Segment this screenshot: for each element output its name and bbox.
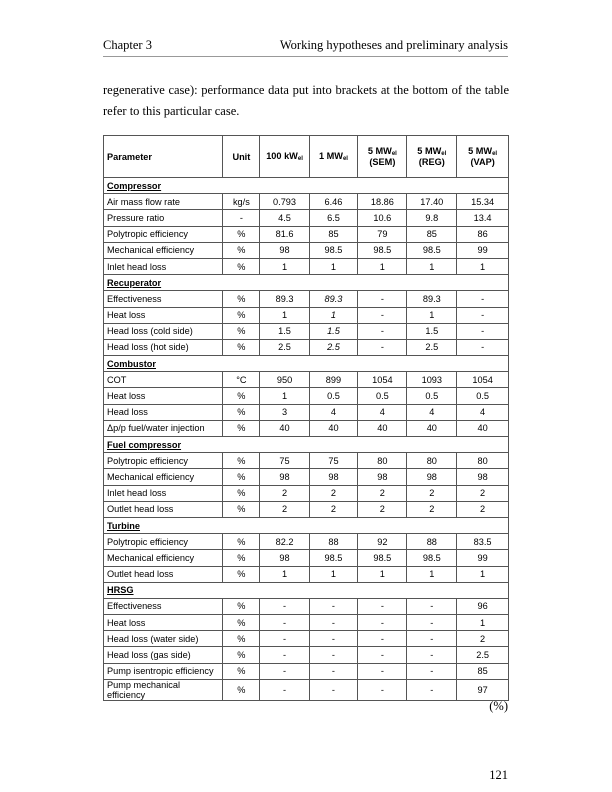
value-cell: 4 xyxy=(407,404,457,420)
value-cell: 4 xyxy=(358,404,407,420)
parameter-cell: Mechanical efficiency xyxy=(104,550,223,566)
value-cell: 81.6 xyxy=(260,226,309,242)
table-row xyxy=(104,242,509,258)
value-cell: 88 xyxy=(407,534,457,550)
table-row xyxy=(104,404,509,420)
value-cell: - xyxy=(358,663,407,679)
value-cell: - xyxy=(260,631,309,647)
unit-cell: % xyxy=(223,242,260,258)
unit-cell: % xyxy=(223,615,260,631)
table-row xyxy=(104,453,509,469)
value-cell: - xyxy=(309,647,358,663)
table-row xyxy=(104,469,509,485)
value-cell: 75 xyxy=(309,453,358,469)
value-cell: 86 xyxy=(457,226,509,242)
value-cell: 98 xyxy=(260,550,309,566)
value-cell: 80 xyxy=(407,453,457,469)
value-cell: 89.3 xyxy=(309,291,358,307)
value-cell: 0.5 xyxy=(309,388,358,404)
unit-cell: % xyxy=(223,485,260,501)
value-cell: 1 xyxy=(457,615,509,631)
parameter-cell: Outlet head loss xyxy=(104,501,223,517)
value-cell: 98.5 xyxy=(358,242,407,258)
unit-cell: % xyxy=(223,291,260,307)
value-cell: - xyxy=(407,615,457,631)
table-row xyxy=(104,226,509,242)
value-cell: 1 xyxy=(407,258,457,274)
table-row xyxy=(104,534,509,550)
value-cell: 98.5 xyxy=(407,550,457,566)
value-cell: 1054 xyxy=(358,372,407,388)
value-cell: 2.5 xyxy=(260,339,309,355)
value-cell: 1 xyxy=(358,566,407,582)
value-cell: - xyxy=(260,598,309,614)
table-row xyxy=(104,307,509,323)
unit-cell: °C xyxy=(223,372,260,388)
column-header-subscript: el xyxy=(441,151,447,157)
header-rule xyxy=(103,56,508,57)
value-cell: - xyxy=(309,663,358,679)
value-cell: 99 xyxy=(457,550,509,566)
section-title: Compressor xyxy=(104,178,509,194)
parameters-table xyxy=(103,135,509,701)
value-cell: 2.5 xyxy=(309,339,358,355)
table-row xyxy=(104,647,509,663)
parameter-cell: Mechanical efficiency xyxy=(104,469,223,485)
parameter-cell: Inlet head loss xyxy=(104,485,223,501)
value-cell: 1 xyxy=(309,307,358,323)
value-cell: 4 xyxy=(309,404,358,420)
column-header-subscript: el xyxy=(391,151,397,157)
table-row xyxy=(104,388,509,404)
section-title: Turbine xyxy=(104,517,509,533)
value-cell: 17.40 xyxy=(407,194,457,210)
value-cell: 80 xyxy=(358,453,407,469)
value-cell: 1.5 xyxy=(407,323,457,339)
value-cell: - xyxy=(309,679,358,700)
column-header-subscript: el xyxy=(297,156,303,162)
value-cell: 98 xyxy=(260,469,309,485)
value-cell: - xyxy=(457,339,509,355)
column-header xyxy=(309,136,358,178)
value-cell: - xyxy=(358,615,407,631)
value-cell: 899 xyxy=(309,372,358,388)
value-cell: - xyxy=(407,663,457,679)
value-cell: 83.5 xyxy=(457,534,509,550)
value-cell: 97 xyxy=(457,679,509,700)
value-cell: 1 xyxy=(407,566,457,582)
section-title: Fuel compressor xyxy=(104,437,509,453)
value-cell: 2 xyxy=(358,501,407,517)
value-cell: 1093 xyxy=(407,372,457,388)
value-cell: 4.5 xyxy=(260,210,309,226)
unit-cell: % xyxy=(223,647,260,663)
parameter-cell: Heat loss xyxy=(104,388,223,404)
value-cell: - xyxy=(457,291,509,307)
parameter-cell: Head loss (water side) xyxy=(104,631,223,647)
value-cell: 1 xyxy=(260,258,309,274)
value-cell: 2 xyxy=(260,485,309,501)
chapter-label: Chapter 3 xyxy=(103,38,152,52)
unit-cell: % xyxy=(223,598,260,614)
value-cell: - xyxy=(407,647,457,663)
table-row xyxy=(104,339,509,355)
section-row xyxy=(104,582,509,598)
value-cell: 1 xyxy=(260,388,309,404)
value-cell: 98 xyxy=(358,469,407,485)
value-cell: 98 xyxy=(457,469,509,485)
value-cell: 2.5 xyxy=(457,647,509,663)
value-cell: - xyxy=(358,679,407,700)
value-cell: 80 xyxy=(457,453,509,469)
value-cell: 1 xyxy=(457,258,509,274)
unit-cell: % xyxy=(223,388,260,404)
parameter-cell: Head loss xyxy=(104,404,223,420)
unit-cell: % xyxy=(223,404,260,420)
table-row xyxy=(104,598,509,614)
value-cell: 1054 xyxy=(457,372,509,388)
value-cell: 18.86 xyxy=(358,194,407,210)
parameter-cell: Heat loss xyxy=(104,307,223,323)
parameter-cell: COT xyxy=(104,372,223,388)
unit-cell: % xyxy=(223,226,260,242)
table-row xyxy=(104,258,509,274)
chapter-title: Working hypotheses and preliminary analysis xyxy=(279,38,508,52)
value-cell: 1 xyxy=(260,307,309,323)
unit-cell: % xyxy=(223,469,260,485)
value-cell: 1 xyxy=(457,566,509,582)
section-row xyxy=(104,275,509,291)
value-cell: 1 xyxy=(260,566,309,582)
section-row xyxy=(104,178,509,194)
table-row xyxy=(104,291,509,307)
value-cell: 40 xyxy=(358,420,407,436)
column-header-label: Parameter xyxy=(107,151,152,162)
parameter-cell: Outlet head loss xyxy=(104,566,223,582)
value-cell: - xyxy=(309,598,358,614)
section-row xyxy=(104,437,509,453)
value-cell: 15.34 xyxy=(457,194,509,210)
value-cell: 0.5 xyxy=(358,388,407,404)
value-cell: 75 xyxy=(260,453,309,469)
value-cell: 2.5 xyxy=(407,339,457,355)
value-cell: - xyxy=(358,647,407,663)
value-cell: - xyxy=(358,631,407,647)
value-cell: 1 xyxy=(358,258,407,274)
value-cell: - xyxy=(260,679,309,700)
value-cell: 2 xyxy=(407,485,457,501)
value-cell: - xyxy=(457,307,509,323)
value-cell: 2 xyxy=(309,501,358,517)
value-cell: 88 xyxy=(309,534,358,550)
unit-cell: - xyxy=(223,210,260,226)
section-title: Recuperator xyxy=(104,275,509,291)
unit-cell: % xyxy=(223,339,260,355)
value-cell: 98.5 xyxy=(309,242,358,258)
value-cell: - xyxy=(260,663,309,679)
table-row xyxy=(104,566,509,582)
value-cell: 82.2 xyxy=(260,534,309,550)
column-header-case: (VAP) xyxy=(470,157,495,167)
value-cell: 98 xyxy=(260,242,309,258)
column-header-label: 1 MW xyxy=(318,151,343,161)
body-paragraph: regenerative case): performance data put into brackets at the bottom of the table refer to this particular case. xyxy=(103,83,509,118)
parameter-cell: Effectiveness xyxy=(104,291,223,307)
section-title: HRSG xyxy=(104,582,509,598)
value-cell: 2 xyxy=(457,501,509,517)
column-header-subscript: el xyxy=(342,156,348,162)
value-cell: 1 xyxy=(309,566,358,582)
unit-cell: % xyxy=(223,323,260,339)
value-cell: 2 xyxy=(407,501,457,517)
table-row xyxy=(104,615,509,631)
parameter-cell: Inlet head loss xyxy=(104,258,223,274)
value-cell: 1 xyxy=(309,258,358,274)
column-header xyxy=(457,136,509,178)
table-row xyxy=(104,485,509,501)
value-cell: - xyxy=(358,307,407,323)
value-cell: 40 xyxy=(309,420,358,436)
value-cell: 40 xyxy=(260,420,309,436)
value-cell: 2 xyxy=(457,485,509,501)
column-header-subscript: el xyxy=(492,151,498,157)
table-row xyxy=(104,501,509,517)
value-cell: - xyxy=(260,647,309,663)
table-row xyxy=(104,663,509,679)
table-row xyxy=(104,631,509,647)
value-cell: 6.5 xyxy=(309,210,358,226)
unit-cell: kg/s xyxy=(223,194,260,210)
table-row xyxy=(104,420,509,436)
column-header-label: Unit xyxy=(232,151,251,162)
parameter-cell: Pressure ratio xyxy=(104,210,223,226)
unit-cell: % xyxy=(223,566,260,582)
value-cell: 3 xyxy=(260,404,309,420)
value-cell: 2 xyxy=(309,485,358,501)
parameter-cell: Head loss (cold side) xyxy=(104,323,223,339)
table-header-row xyxy=(104,136,509,178)
value-cell: - xyxy=(309,631,358,647)
unit-cell: % xyxy=(223,453,260,469)
section-row xyxy=(104,517,509,533)
value-cell: 2 xyxy=(260,501,309,517)
value-cell: - xyxy=(309,615,358,631)
value-cell: 98 xyxy=(407,469,457,485)
unit-note: (%) xyxy=(489,699,508,713)
unit-cell: % xyxy=(223,663,260,679)
column-header xyxy=(104,136,223,178)
unit-cell: % xyxy=(223,258,260,274)
value-cell: 0.793 xyxy=(260,194,309,210)
value-cell: 950 xyxy=(260,372,309,388)
value-cell: 98 xyxy=(309,469,358,485)
column-header xyxy=(223,136,260,178)
parameter-cell: Pump isentropic efficiency xyxy=(104,663,223,679)
unit-cell: % xyxy=(223,420,260,436)
column-header-label: 5 MW xyxy=(367,146,392,156)
value-cell: 98.5 xyxy=(358,550,407,566)
value-cell: 99 xyxy=(457,242,509,258)
unit-cell: % xyxy=(223,501,260,517)
value-cell: - xyxy=(260,615,309,631)
column-header-label: 100 kW xyxy=(266,151,298,161)
parameter-cell: Pump mechanical efficiency xyxy=(104,679,223,700)
value-cell: 89.3 xyxy=(260,291,309,307)
unit-cell: % xyxy=(223,550,260,566)
value-cell: 98.5 xyxy=(309,550,358,566)
value-cell: 1 xyxy=(407,307,457,323)
unit-cell: % xyxy=(223,534,260,550)
parameter-cell: Polytropic efficiency xyxy=(104,226,223,242)
value-cell: - xyxy=(358,339,407,355)
parameter-cell: Mechanical efficiency xyxy=(104,242,223,258)
value-cell: 79 xyxy=(358,226,407,242)
column-header-label: 5 MW xyxy=(468,146,493,156)
value-cell: 1.5 xyxy=(260,323,309,339)
value-cell: 4 xyxy=(457,404,509,420)
value-cell: 13.4 xyxy=(457,210,509,226)
unit-cell: % xyxy=(223,631,260,647)
parameter-cell: Effectiveness xyxy=(104,598,223,614)
value-cell: - xyxy=(457,323,509,339)
parameter-cell: Δp/p fuel/water injection xyxy=(104,420,223,436)
value-cell: 9.8 xyxy=(407,210,457,226)
value-cell: 92 xyxy=(358,534,407,550)
value-cell: 0.5 xyxy=(407,388,457,404)
value-cell: 40 xyxy=(457,420,509,436)
value-cell: 0.5 xyxy=(457,388,509,404)
value-cell: 85 xyxy=(407,226,457,242)
value-cell: 96 xyxy=(457,598,509,614)
parameter-cell: Heat loss xyxy=(104,615,223,631)
parameter-cell: Polytropic efficiency xyxy=(104,453,223,469)
value-cell: - xyxy=(407,679,457,700)
column-header xyxy=(407,136,457,178)
value-cell: 98.5 xyxy=(407,242,457,258)
column-header-label: 5 MW xyxy=(417,146,442,156)
column-header-case: (SEM) xyxy=(369,157,396,167)
value-cell: - xyxy=(358,598,407,614)
value-cell: 6.46 xyxy=(309,194,358,210)
value-cell: 1.5 xyxy=(309,323,358,339)
table-row xyxy=(104,679,509,700)
value-cell: 85 xyxy=(309,226,358,242)
column-header xyxy=(358,136,407,178)
parameter-cell: Head loss (gas side) xyxy=(104,647,223,663)
value-cell: 10.6 xyxy=(358,210,407,226)
value-cell: 2 xyxy=(358,485,407,501)
parameter-cell: Air mass flow rate xyxy=(104,194,223,210)
column-header xyxy=(260,136,309,178)
value-cell: - xyxy=(407,598,457,614)
table-row xyxy=(104,550,509,566)
value-cell: 2 xyxy=(457,631,509,647)
column-header-case: (REG) xyxy=(418,157,445,167)
section-title: Combustor xyxy=(104,356,509,372)
unit-cell: % xyxy=(223,679,260,700)
value-cell: - xyxy=(358,323,407,339)
value-cell: 85 xyxy=(457,663,509,679)
unit-cell: % xyxy=(223,307,260,323)
page-number: 121 xyxy=(489,768,508,782)
table-row xyxy=(104,323,509,339)
table-row xyxy=(104,194,509,210)
parameter-cell: Head loss (hot side) xyxy=(104,339,223,355)
table-row xyxy=(104,372,509,388)
table-row xyxy=(104,210,509,226)
value-cell: - xyxy=(407,631,457,647)
value-cell: - xyxy=(358,291,407,307)
parameter-cell: Polytropic efficiency xyxy=(104,534,223,550)
value-cell: 89.3 xyxy=(407,291,457,307)
section-row xyxy=(104,356,509,372)
value-cell: 40 xyxy=(407,420,457,436)
